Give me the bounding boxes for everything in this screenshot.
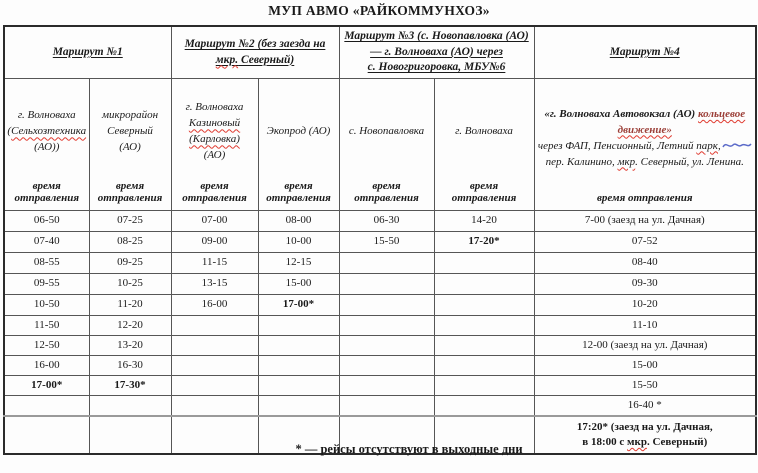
stop-3-cell bbox=[171, 79, 258, 211]
time-cell: 12-20 bbox=[89, 316, 171, 336]
time-cell: 09-30 bbox=[534, 274, 756, 295]
time-cell bbox=[258, 316, 339, 336]
departure-time-label: время отправления bbox=[266, 179, 331, 205]
route-2-label-line2: Северный) bbox=[238, 53, 295, 66]
time-cell: 11-15 bbox=[171, 253, 258, 274]
time-cell: 7-00 (заезд на ул. Дачная) bbox=[534, 211, 756, 232]
time-cell bbox=[258, 356, 339, 376]
time-cell bbox=[171, 376, 258, 396]
time-cell: 17-30* bbox=[89, 376, 171, 396]
time-cell: 10-25 bbox=[89, 274, 171, 295]
table-row bbox=[4, 253, 756, 274]
table-row bbox=[4, 232, 756, 253]
departure-time-label: время отправления bbox=[597, 192, 693, 205]
departure-time-label: время отправления bbox=[354, 179, 419, 205]
route-4-label: Маршрут №4 bbox=[609, 45, 680, 58]
time-cell bbox=[89, 396, 171, 417]
time-cell bbox=[339, 376, 434, 396]
time-cell: 16-00 bbox=[4, 356, 89, 376]
table-row bbox=[4, 376, 756, 396]
route-1-label: Маршрут №1 bbox=[52, 45, 123, 58]
time-cell bbox=[339, 274, 434, 295]
time-cell: 10-20 bbox=[534, 295, 756, 316]
schedule-table bbox=[3, 25, 757, 455]
time-cell: 16-30 bbox=[89, 356, 171, 376]
departure-time-label: время отправления bbox=[97, 179, 163, 205]
time-cell: 07-40 bbox=[4, 232, 89, 253]
table-row bbox=[4, 336, 756, 356]
departure-time-label: время отправления bbox=[182, 179, 247, 205]
time-cell: 11-50 bbox=[4, 316, 89, 336]
time-cell bbox=[4, 396, 89, 417]
time-cell bbox=[258, 396, 339, 417]
time-cell bbox=[434, 253, 534, 274]
time-cell bbox=[339, 253, 434, 274]
route-2-label-line1: Маршрут №2 (без заезда на bbox=[184, 37, 326, 50]
route-3-label-line2: — г. Волноваха (АО) через bbox=[370, 45, 503, 58]
stop-4-cell bbox=[258, 79, 339, 211]
time-cell: 09-25 bbox=[89, 253, 171, 274]
footnote: * — рейсы отсутствуют в выходные дни bbox=[295, 442, 523, 456]
time-cell: 13-15 bbox=[171, 274, 258, 295]
stop-1-cell bbox=[4, 79, 89, 211]
time-cell: 12-00 (заезд на ул. Дачная) bbox=[534, 336, 756, 356]
departure-time-label: время отправления bbox=[451, 179, 517, 205]
route-4-header bbox=[534, 26, 756, 79]
time-cell: 16-40 * bbox=[534, 396, 756, 417]
stop-6-cell bbox=[434, 79, 534, 211]
time-cell: 08-00 bbox=[258, 211, 339, 232]
table-row bbox=[4, 396, 756, 417]
time-cell: 11-10 bbox=[534, 316, 756, 336]
table-row bbox=[4, 211, 756, 232]
time-cell: 17-00* bbox=[258, 295, 339, 316]
time-cell bbox=[339, 356, 434, 376]
route-2-label-mkr: мкр. bbox=[215, 53, 239, 66]
document-title: МУП АВМО «РАЙКОММУНХОЗ» bbox=[268, 3, 490, 18]
time-cell: 15-50 bbox=[339, 232, 434, 253]
stop-4-name: Экопрод (АО) bbox=[266, 125, 331, 138]
time-cell bbox=[434, 336, 534, 356]
time-cell: 15-50 bbox=[534, 376, 756, 396]
time-cell bbox=[339, 316, 434, 336]
blue-ink-scribble bbox=[722, 140, 752, 156]
time-cell bbox=[434, 274, 534, 295]
time-cell bbox=[434, 396, 534, 417]
time-cell: 17-20* bbox=[434, 232, 534, 253]
time-cell: 09-00 bbox=[171, 232, 258, 253]
route-3-header bbox=[339, 26, 534, 79]
stop-5-name: с. Новопавловка bbox=[348, 125, 425, 138]
time-cell: 09-55 bbox=[4, 274, 89, 295]
time-cell bbox=[339, 336, 434, 356]
stop-2-cell bbox=[89, 79, 171, 211]
time-cell: 17-00* bbox=[4, 376, 89, 396]
table-row bbox=[4, 274, 756, 295]
stop-7-name: «г. Волноваха Автовокзал (АО) кольцевое движение» через ФАП, Пенсионный, Летний парк, пер. Калинино, мкр. Северный, ул. Ленина. bbox=[537, 85, 754, 192]
time-cell bbox=[171, 396, 258, 417]
time-cell bbox=[339, 396, 434, 417]
route-1-header bbox=[4, 26, 171, 79]
time-cell: 12-15 bbox=[258, 253, 339, 274]
table-row bbox=[4, 295, 756, 316]
table-row bbox=[4, 356, 756, 376]
time-cell bbox=[434, 356, 534, 376]
time-cell: 06-30 bbox=[339, 211, 434, 232]
time-cell: 16-00 bbox=[171, 295, 258, 316]
time-cell: 17:20* (заезд на ул. Дачная, в 18:00 с мкр. Северный) bbox=[534, 416, 756, 454]
time-cell: 14-20 bbox=[434, 211, 534, 232]
stop-3-name: г. Волноваха Казиновый (Карловка) (АО) bbox=[185, 101, 244, 162]
time-cell bbox=[434, 316, 534, 336]
time-cell: 08-40 bbox=[534, 253, 756, 274]
time-cell bbox=[171, 356, 258, 376]
time-cell bbox=[434, 376, 534, 396]
time-cell: 07-25 bbox=[89, 211, 171, 232]
time-cell bbox=[258, 336, 339, 356]
time-cell: 11-20 bbox=[89, 295, 171, 316]
time-cell bbox=[258, 376, 339, 396]
time-cell: 15-00 bbox=[534, 356, 756, 376]
departure-time-label: время отправления bbox=[14, 179, 79, 205]
time-cell bbox=[171, 316, 258, 336]
route-header-row bbox=[4, 26, 756, 79]
route-3-label-line1: Маршрут №3 (с. Новопавловка (АО) bbox=[344, 30, 529, 43]
table-row bbox=[4, 316, 756, 336]
stop-header-row bbox=[4, 79, 756, 211]
time-cell: 07-52 bbox=[534, 232, 756, 253]
time-cell bbox=[339, 295, 434, 316]
time-cell: 08-25 bbox=[89, 232, 171, 253]
time-cell bbox=[434, 295, 534, 316]
time-cell: 10-50 bbox=[4, 295, 89, 316]
stop-1-name: г. Волноваха (Сельхозтехника (АО)) bbox=[7, 109, 87, 154]
time-cell: 13-20 bbox=[89, 336, 171, 356]
time-cell: 07-00 bbox=[171, 211, 258, 232]
time-cell: 10-00 bbox=[258, 232, 339, 253]
time-cell: 15-00 bbox=[258, 274, 339, 295]
time-cell: 06-50 bbox=[4, 211, 89, 232]
time-cell bbox=[171, 336, 258, 356]
route-3-label-line3: с. Новогригоровка, МБУ№6 bbox=[367, 61, 506, 74]
stop-6-name: г. Волноваха bbox=[455, 125, 513, 138]
time-cell: 08-55 bbox=[4, 253, 89, 274]
time-cell: 12-50 bbox=[4, 336, 89, 356]
stop-2-name: микрорайон Северный (АО) bbox=[101, 109, 159, 154]
stop-7-cell bbox=[534, 79, 756, 211]
route-2-header bbox=[171, 26, 339, 79]
stop-5-cell bbox=[339, 79, 434, 211]
